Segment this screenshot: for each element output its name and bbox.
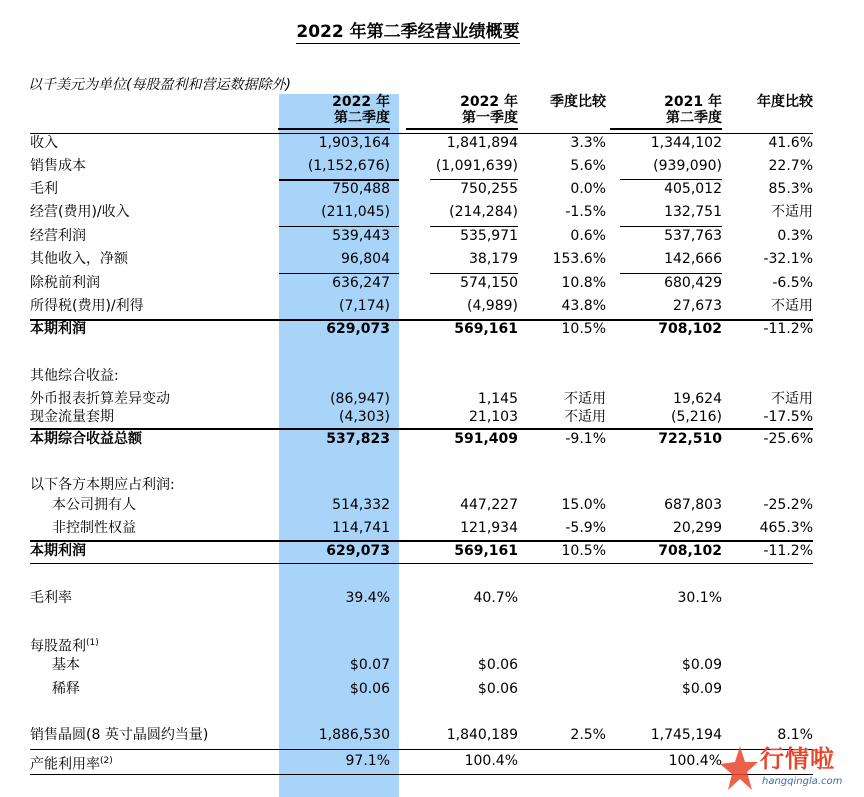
table-cell: $0.09: [681, 657, 722, 673]
row-label: [30, 589, 72, 607]
table-cell: $0.06: [477, 681, 518, 697]
table-cell: (5,216): [670, 409, 722, 425]
column-header-line1: 2022 年: [332, 94, 390, 110]
row-label-text: 以下各方本期应占利润:: [30, 477, 175, 493]
table-cell: 1,886,530: [318, 727, 390, 743]
table-cell: -25.6%: [763, 431, 813, 447]
table-cell: $0.06: [349, 681, 390, 697]
row-label-text: 所得税(费用)/利得: [30, 298, 144, 314]
table-cell: 8.1%: [777, 727, 813, 743]
table-cell: 85.3%: [768, 181, 813, 197]
column-header-line1: 2021 年: [664, 94, 722, 110]
column-header: [693, 94, 813, 110]
row-label: [52, 519, 136, 537]
table-cell: 539,443: [332, 228, 390, 244]
row-label-text: 现金流量套期: [30, 409, 114, 425]
table-cell: (4,989): [466, 298, 518, 314]
table-rule: [620, 226, 722, 227]
table-cell: 30.1%: [677, 590, 722, 606]
watermark-url: hangqingla.com: [762, 776, 843, 787]
table-cell: 38,179: [469, 251, 518, 267]
table-cell: 20,299: [673, 520, 722, 536]
table-cell: -1.5%: [565, 204, 606, 220]
header-underline: [406, 128, 518, 130]
table-cell: 19,624: [673, 391, 722, 407]
row-label: [52, 680, 80, 698]
table-cell: $0.06: [477, 657, 518, 673]
table-cell: 537,763: [664, 228, 722, 244]
table-cell: 121,934: [460, 520, 518, 536]
table-cell: 27,673: [673, 298, 722, 314]
row-label-text: 经营利润: [30, 228, 86, 244]
table-rule: [30, 428, 813, 430]
table-cell: 1,841,894: [446, 135, 518, 151]
table-cell: 1,903,164: [318, 135, 390, 151]
row-label: [30, 274, 100, 292]
table-cell: 636,247: [332, 275, 390, 291]
table-cell: 100.4%: [464, 753, 518, 769]
row-label: [30, 752, 113, 774]
table-cell: 750,488: [332, 181, 390, 197]
table-cell: 15.0%: [561, 497, 606, 513]
table-rule: [30, 749, 813, 750]
table-cell: 722,510: [658, 431, 722, 447]
table-cell: 0.6%: [570, 228, 606, 244]
table-cell: 514,332: [332, 497, 390, 513]
row-label-text: 本期综合收益总额: [30, 431, 142, 447]
table-rule: [430, 273, 518, 274]
table-cell: 142,666: [664, 251, 722, 267]
table-cell: -17.5%: [763, 409, 813, 425]
table-rule: [430, 226, 518, 227]
table-cell: 153.6%: [552, 251, 606, 267]
table-cell: 1,840,189: [446, 727, 518, 743]
table-cell: (7,174): [338, 298, 390, 314]
row-label: [30, 367, 119, 385]
table-cell: 591,409: [454, 431, 518, 447]
table-cell: 569,161: [454, 321, 518, 337]
table-cell: -11.2%: [763, 543, 813, 559]
table-cell: 405,012: [664, 181, 722, 197]
table-cell: 5.6%: [570, 158, 606, 174]
table-cell: 41.6%: [768, 135, 813, 151]
table-cell: 0.0%: [570, 181, 606, 197]
row-label: [30, 134, 58, 152]
table-cell: 21,103: [469, 409, 518, 425]
row-label: [30, 157, 86, 175]
table-cell: 2.5%: [570, 727, 606, 743]
row-label-text: 产能利用率: [30, 756, 100, 773]
column-header-line1: 季度比较: [550, 94, 606, 110]
row-label-text: 本公司拥有人: [52, 497, 136, 513]
table-cell: 132,751: [664, 204, 722, 220]
page-title: 2022 年第二季经营业绩概要: [296, 22, 520, 42]
header-underline: [278, 128, 390, 130]
row-label: [30, 542, 86, 560]
column-header-line1: 2022 年: [460, 94, 518, 110]
table-cell: -5.9%: [565, 520, 606, 536]
table-cell: 629,073: [326, 543, 390, 559]
table-cell: 0.3%: [777, 228, 813, 244]
table-cell: 629,073: [326, 321, 390, 337]
table-rule: [279, 273, 399, 274]
table-rule: [30, 563, 813, 564]
table-cell: 1,745,194: [650, 727, 722, 743]
table-cell: 447,227: [460, 497, 518, 513]
row-label: [30, 430, 142, 448]
table-rule: [279, 179, 399, 181]
table-cell: 不适用: [771, 204, 813, 220]
row-label: [30, 476, 175, 494]
column-header-line2: 第二季度: [666, 110, 722, 126]
table-cell: 3.3%: [570, 135, 606, 151]
watermark-star-icon: [718, 744, 758, 792]
watermark-text: 行情啦: [760, 745, 835, 773]
row-label: [30, 250, 128, 268]
header-underline: [610, 128, 722, 130]
table-cell: $0.09: [681, 681, 722, 697]
table-cell: 750,255: [460, 181, 518, 197]
table-cell: 708,102: [658, 543, 722, 559]
table-rule: [30, 774, 813, 775]
column-header-line2: 第一季度: [462, 110, 518, 126]
table-rule: [620, 179, 722, 180]
table-cell: 537,823: [326, 431, 390, 447]
row-label: [30, 634, 99, 656]
table-rule: [30, 133, 813, 134]
row-label-text: 其他收入，净额: [30, 251, 128, 267]
row-label: [30, 390, 170, 408]
row-label-text: 稀释: [52, 681, 80, 697]
table-cell: (86,947): [330, 391, 390, 407]
table-rule: [30, 319, 813, 321]
row-label-text: 每股盈利: [30, 638, 86, 655]
table-cell: 不适用: [564, 391, 606, 407]
table-rule: [620, 273, 722, 274]
table-cell: 100.4%: [668, 753, 722, 769]
row-label-text: 毛利: [30, 181, 58, 197]
row-label: [30, 203, 130, 221]
table-cell: 43.8%: [561, 298, 606, 314]
table-cell: $0.07: [349, 657, 390, 673]
table-cell: 10.5%: [561, 543, 606, 559]
table-cell: (214,284): [449, 204, 518, 220]
table-cell: 22.7%: [768, 158, 813, 174]
table-cell: (1,091,639): [435, 158, 518, 174]
table-cell: 39.4%: [345, 590, 390, 606]
table-cell: 不适用: [771, 298, 813, 314]
row-label-text: 销售成本: [30, 158, 86, 174]
table-cell: 708,102: [658, 321, 722, 337]
table-cell: -11.2%: [763, 321, 813, 337]
row-label-text: 经营(费用)/收入: [30, 204, 130, 220]
row-label-text: 毛利率: [30, 590, 72, 606]
unit-note: 以千美元为单位(每股盈利和营运数据除外): [28, 77, 291, 93]
table-cell: 114,741: [332, 520, 390, 536]
table-cell: 1,145: [477, 391, 518, 407]
table-cell: 不适用: [771, 391, 813, 407]
column-header: [270, 94, 390, 126]
table-rule: [430, 179, 518, 180]
table-cell: 97.1%: [345, 753, 390, 769]
row-label-text: 基本: [52, 657, 80, 673]
table-cell: 569,161: [454, 543, 518, 559]
row-label-text: 其他综合收益:: [30, 368, 119, 384]
column-header: [486, 94, 606, 110]
table-cell: 680,429: [664, 275, 722, 291]
watermark: [718, 744, 858, 794]
table-cell: 1,344,102: [650, 135, 722, 151]
row-label-text: 本期利润: [30, 321, 86, 337]
footnote-marker: (1): [86, 638, 99, 648]
column-header-line2: 第二季度: [334, 110, 390, 126]
column-header-line1: 年度比较: [757, 94, 813, 110]
table-cell: 40.7%: [473, 590, 518, 606]
table-cell: (211,045): [321, 204, 390, 220]
table-cell: 465.3%: [759, 520, 813, 536]
table-cell: 10.8%: [561, 275, 606, 291]
row-label-text: 收入: [30, 135, 58, 151]
table-cell: -32.1%: [763, 251, 813, 267]
table-rule: [279, 226, 399, 227]
table-cell: -9.1%: [565, 431, 606, 447]
row-label-text: 非控制性权益: [52, 520, 136, 536]
row-label: [52, 496, 136, 514]
table-cell: 687,803: [664, 497, 722, 513]
table-cell: 574,150: [460, 275, 518, 291]
table-rule: [30, 540, 813, 542]
row-label: [30, 408, 114, 426]
row-label: [52, 656, 80, 674]
row-label-text: 除税前利润: [30, 275, 100, 291]
footnote-marker: (2): [100, 756, 113, 766]
table-cell: -6.5%: [772, 275, 813, 291]
row-label: [30, 320, 86, 338]
row-label-text: 销售晶圆(8 英寸晶圆约当量): [30, 727, 209, 743]
table-cell: (939,090): [653, 158, 722, 174]
table-cell: (4,303): [338, 409, 390, 425]
table-cell: 不适用: [564, 409, 606, 425]
table-cell: 10.5%: [561, 321, 606, 337]
row-label: [30, 726, 208, 744]
table-cell: 96,804: [341, 251, 390, 267]
row-label: [30, 227, 86, 245]
row-label: [30, 297, 144, 315]
table-cell: 535,971: [460, 228, 518, 244]
row-label: [30, 180, 58, 198]
row-label-text: 外币报表折算差异变动: [30, 391, 170, 407]
row-label-text: 本期利润: [30, 543, 86, 559]
table-cell: -25.2%: [763, 497, 813, 513]
table-cell: (1,152,676): [307, 158, 390, 174]
